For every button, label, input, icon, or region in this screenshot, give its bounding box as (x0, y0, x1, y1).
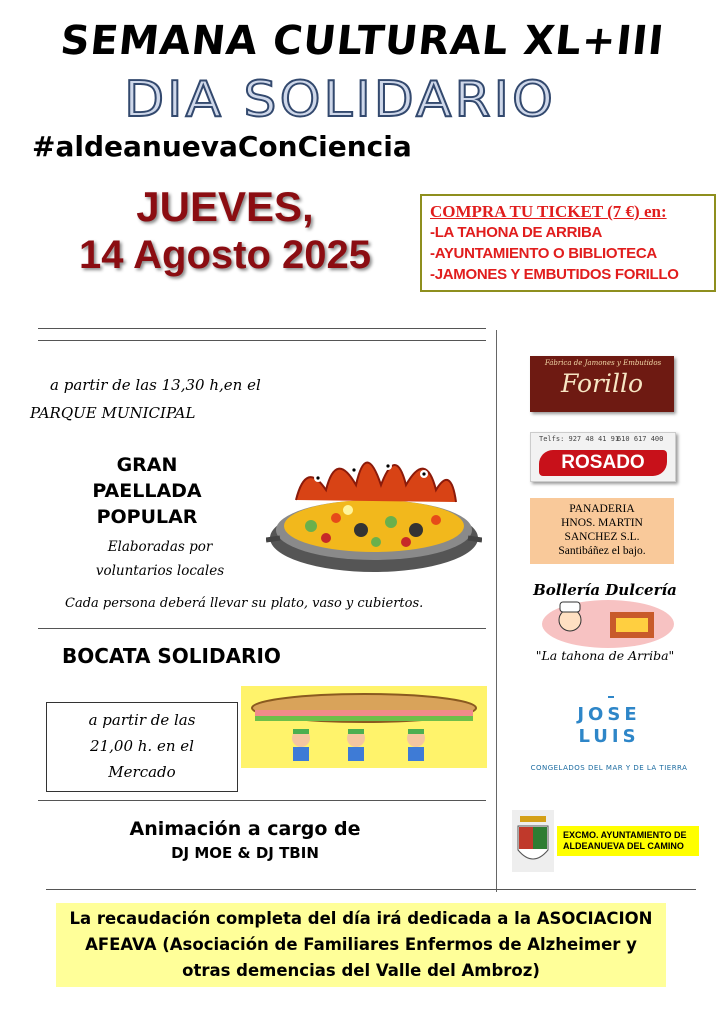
divider (46, 889, 696, 890)
bocata-info-box (46, 702, 238, 792)
forillo-logo (530, 356, 674, 412)
event-subtitle: DIA SOLIDARIO (124, 71, 556, 129)
bolleria-name: Bollería Dulcería (533, 581, 677, 599)
coat-of-arms-icon (512, 810, 554, 872)
bolleria-subtitle: "La tahona de Arriba" (535, 648, 675, 663)
paella-pan-illustration (266, 430, 482, 580)
paella-title-line: GRAN (116, 454, 178, 476)
bocata-line: a partir de las (88, 711, 196, 729)
hashtag: #aldeanuevaConCiencia (32, 130, 412, 163)
divider (38, 340, 486, 341)
paella-title-line: POPULAR (96, 506, 198, 528)
divider (38, 800, 486, 801)
elaboradas-line: Elaboradas por (107, 539, 213, 555)
event-date: 14 Agosto 2025 (79, 233, 371, 277)
donation-line: AFEAVA (Asociación de Familiares Enfermos de Alzheimer y (85, 935, 637, 954)
rosado-phone: 610 617 400 (617, 435, 664, 443)
forillo-name: Forillo (560, 369, 644, 398)
paella-elaboradas (60, 535, 260, 583)
paella-title (72, 452, 222, 530)
panaderia-sponsor (530, 498, 674, 564)
ticket-box (420, 194, 716, 292)
paella-place: PARQUE MUNICIPAL (30, 404, 196, 422)
rosado-name: ROSADO (561, 452, 645, 473)
divider (38, 328, 486, 329)
joseluis-subtitle: CONGELADOS DEL MAR Y DE LA TIERRA (530, 764, 688, 772)
bocata-line: Mercado (108, 763, 176, 781)
ticket-heading: COMPRA TU TICKET (7 €) en: (430, 202, 667, 221)
animation-title: Animación a cargo de (129, 818, 361, 840)
bocata-line: 21,00 h. en el (90, 737, 194, 755)
forillo-tagline: Fábrica de Jamones y Embutidos (544, 359, 662, 367)
ticket-place: -JAMONES Y EMBUTIDOS FORILLO (430, 266, 679, 283)
paella-note: Cada persona deberá llevar su plato, vaso y cubiertos. (65, 596, 424, 611)
joseluis-mark (608, 696, 614, 698)
elaboradas-line: voluntarios locales (95, 563, 225, 579)
joseluis-line: JOSE (577, 704, 641, 725)
ayuntamiento-line: EXCMO. AYUNTAMIENTO DE (563, 830, 687, 840)
ticket-place: -AYUNTAMIENTO O BIBLIOTECA (430, 245, 657, 262)
panaderia-line: HNOS. MARTIN (561, 517, 643, 529)
bolleria-logo-illustration (540, 598, 676, 650)
event-title: SEMANA CULTURAL XL+III (58, 18, 667, 64)
donation-line: La recaudación completa del día irá dedicada a la ASOCIACION (69, 909, 653, 928)
rosado-phone: Telfs: 927 48 41 91 (539, 435, 620, 443)
paella-time: a partir de las 13,30 h,en el (50, 376, 261, 394)
panaderia-line: SANCHEZ S.L. (564, 531, 640, 543)
event-weekday: JUEVES, (136, 183, 314, 230)
donation-line: otras demencias del Valle del Ambroz) (182, 961, 540, 980)
joseluis-logo (520, 704, 698, 748)
divider (38, 628, 486, 629)
ticket-place: -LA TAHONA DE ARRIBA (430, 224, 603, 241)
rosado-logo (530, 432, 676, 482)
bocata-title: BOCATA SOLIDARIO (62, 644, 281, 668)
bocata-illustration (241, 686, 487, 768)
joseluis-line: LUIS (578, 726, 640, 747)
ayuntamiento-line: ALDEANUEVA DEL CAMINO (563, 841, 684, 851)
donation-notice (56, 903, 666, 987)
ayuntamiento-sponsor (557, 826, 699, 856)
paella-title-line: PAELLADA (92, 480, 202, 502)
column-divider (496, 330, 497, 892)
dj-names: DJ MOE & DJ TBIN (171, 844, 319, 862)
panaderia-line: Santibáñez el bajo. (558, 545, 646, 557)
panaderia-line: PANADERIA (569, 503, 635, 515)
